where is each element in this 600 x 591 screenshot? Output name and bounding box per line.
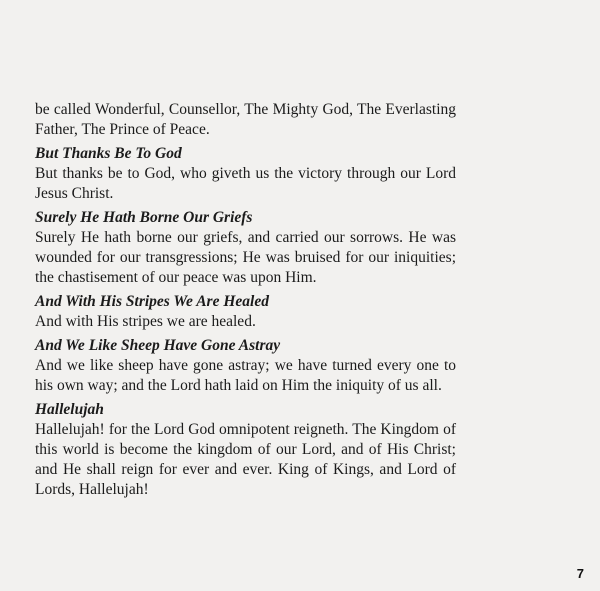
intro-paragraph: be called Wonderful, Counsellor, The Mighty God, The Everlasting Father, The Prince of Peace. (35, 101, 456, 138)
section-hallelujah (35, 400, 456, 500)
section-with-his-stripes (35, 292, 456, 332)
page-number: 7 (576, 566, 584, 581)
section-text: Surely He hath borne our griefs, and carried our sorrows. He was wounded for our transgressions; He was bruised for our iniquities; the chastisement of our peace was upon Him. (35, 229, 456, 286)
section-heading: But Thanks Be To God (35, 145, 182, 162)
section-text: Hallelujah! for the Lord God omnipotent reigneth. The Kingdom of this world is become the kingdom of our Lord, and of His Christ; and He shall reign for ever and ever. King of Kings, and Lord of Lords, Hallelujah! (35, 421, 456, 498)
section-heading: And With His Stripes We Are Healed (35, 293, 269, 310)
section-text: But thanks be to God, who giveth us the victory through our Lord Jesus Christ. (35, 165, 456, 202)
section-like-sheep (35, 336, 456, 396)
section-heading: And We Like Sheep Have Gone Astray (35, 337, 281, 354)
lyrics-text-block (35, 100, 456, 500)
section-heading: Surely He Hath Borne Our Griefs (35, 209, 253, 226)
section-thanks-be-to-god (35, 144, 456, 204)
section-text: And with His stripes we are healed. (35, 313, 256, 330)
section-heading: Hallelujah (35, 401, 104, 418)
section-surely-he-hath-borne (35, 208, 456, 288)
section-text: And we like sheep have gone astray; we have turned every one to his own way; and the Lord hath laid on Him the iniquity of us all. (35, 357, 456, 394)
